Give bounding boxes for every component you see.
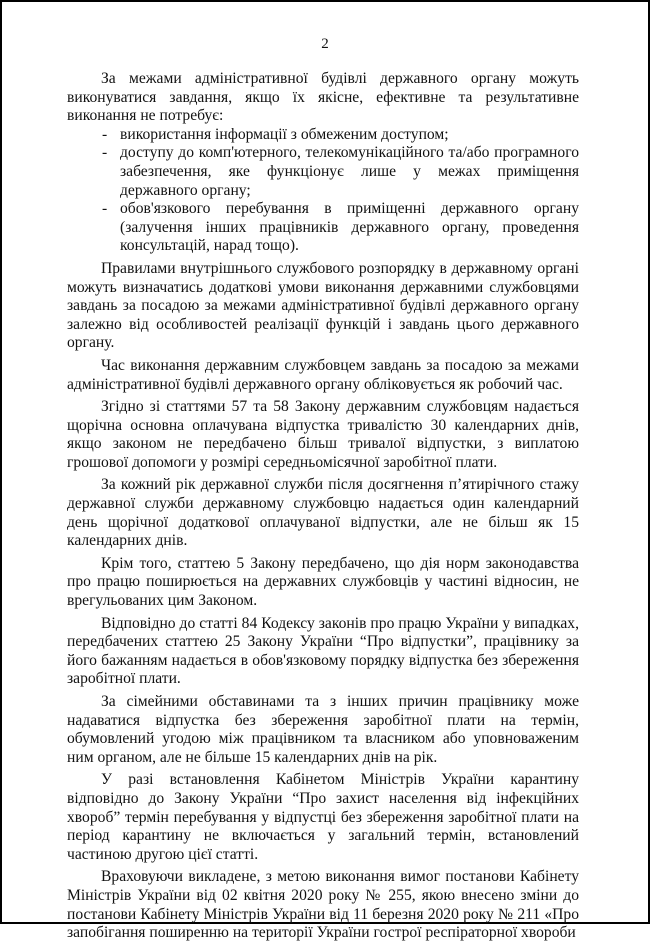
- paragraph: Відповідно до статті 84 Кодексу законів про працю України у випадках, передбачених статтею 25 Закону України “Про відпустки”, працівнику за його бажанням надається в обов'язковому порядку відпустка без збереження заробітної плати.: [67, 614, 579, 688]
- list-item: - доступу до комп'ютерного, телекомунікаційного та/або програмного забезпечення, яке функціонує лише у межах приміщення державного органу;: [67, 144, 579, 200]
- paragraph: Згідно зі статтями 57 та 58 Закону державним службовцям надається щорічна основна оплачувана відпустка тривалістю 30 календарних днів, якщо законом не передбачено більш тривалої відпустки, з виплатою грошової допомоги у розмірі середньомісячної заробітної плати.: [67, 398, 579, 471]
- requirements-list: [67, 126, 579, 256]
- paragraph: За сімейними обставинами та з інших причин працівнику може надаватися відпустка без збереження заробітної плати на термін, обумовлений угодою між працівником та власником або уповноваженим ним органом, але не більше 15 календарних днів на рік.: [67, 693, 579, 766]
- paragraph: Крім того, статтею 5 Закону передбачено, що дія норм законодавства про працю поширюється на державних службовців у частині відносин, не врегульованих цим Законом.: [67, 554, 579, 610]
- list-item: - використання інформації з обмеженим доступом;: [67, 126, 579, 145]
- paragraph: За кожний рік державної служби після досягнення п’ятирічного стажу державної служби державному службовцю надається один календарний день щорічної додаткової оплачуваної відпустки, але не більш як 15 календарних днів.: [67, 476, 579, 550]
- paragraph: Час виконання державним службовцем завдань за посадою за межами адміністративної будівлі державного органу обліковується як робочий час.: [67, 356, 579, 393]
- paragraph: Правилами внутрішнього службового розпорядку в державному органі можуть визначатись додаткові умови виконання державними службовцями завдань за посадою за межами адміністративної будівлі державного органу залежно від особливостей реалізації функцій і завдань цього державного органу.: [67, 259, 579, 352]
- document-body: [67, 70, 579, 943]
- paragraph: Враховуючи викладене, з метою виконання вимог постанови Кабінету Міністрів України від 02 квітня 2020 року № 255, якою внесено зміни до постанови Кабінету Міністрів України від 11 березня 2020 року № 211 «Про запобігання поширенню на території України гострої респіраторної хвороби: [67, 868, 579, 942]
- list-item: - обов'язкового перебування в приміщенні державного органу (залучення інших працівників державного органу, проведення консультацій, нарад тощо).: [67, 200, 579, 256]
- page-number: 2: [321, 36, 329, 52]
- intro-paragraph: За межами адміністративної будівлі державного органу можуть виконуватися завдання, якщо їх якісне, ефективне та результативне виконання не потребує:: [67, 70, 579, 125]
- paragraph: У разі встановлення Кабінетом Міністрів України карантину відповідно до Закону України “Про захист населення від інфекційних хвороб” термін перебування у відпустці без збереження заробітної плати на період карантину не включається у загальний термін, встановлений частиною другою цієї статті.: [67, 771, 579, 863]
